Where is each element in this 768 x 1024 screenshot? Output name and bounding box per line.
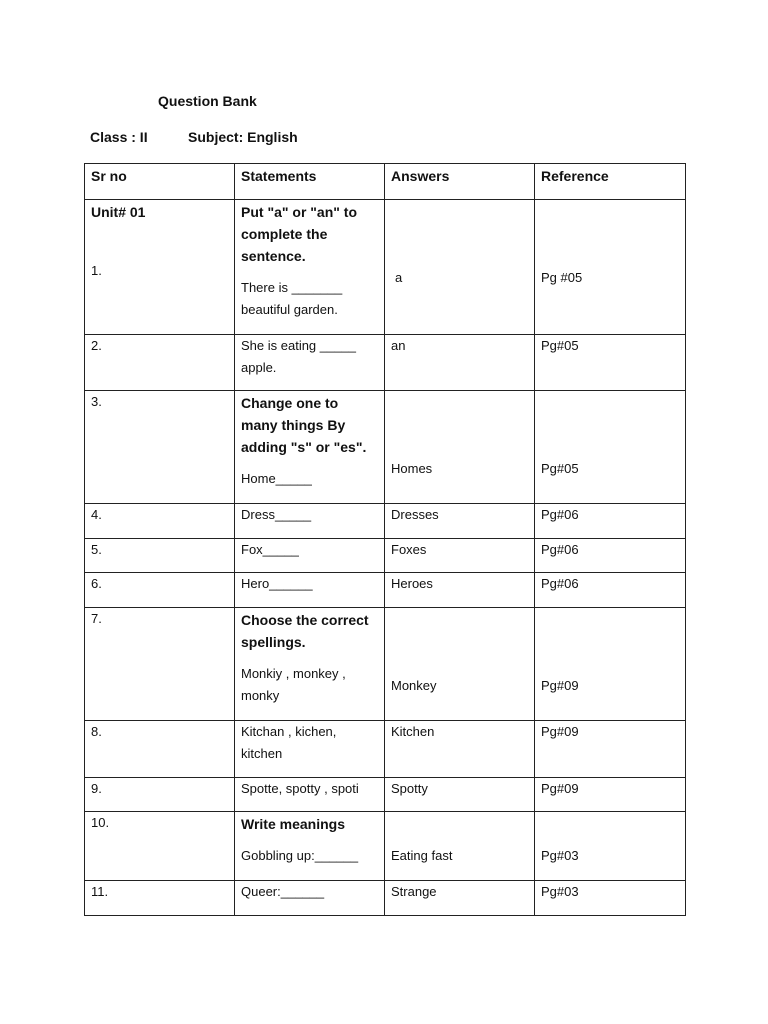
answer-text: Strange [385, 881, 535, 916]
table-row [85, 335, 686, 391]
table-row [85, 200, 686, 335]
table-row [85, 778, 686, 812]
statement-cell [235, 391, 385, 504]
statement-text: Home_____ [241, 471, 312, 486]
table-row [85, 391, 686, 504]
sr-number: 1. [91, 263, 102, 278]
reference-text: Pg#09 [535, 721, 686, 778]
answer-cell [385, 200, 535, 335]
statement-text: Kitchan , kichen, kitchen [235, 721, 385, 778]
answer-text: Heroes [385, 573, 535, 608]
answer-text: a [395, 270, 403, 285]
answer-text: Spotty [385, 778, 535, 812]
document-title: Question Bank [158, 93, 257, 109]
statement-cell [235, 200, 385, 335]
table-row [85, 504, 686, 539]
instruction-text: Write meanings [241, 816, 345, 832]
answer-cell [385, 812, 535, 881]
instruction-text: Change one to many things By adding "s" or "es". [241, 395, 367, 455]
table-row [85, 573, 686, 608]
statement-text: Monkiy , monkey , monky [241, 666, 346, 703]
table-row [85, 812, 686, 881]
reference-text: Pg#06 [535, 539, 686, 573]
reference-text: Pg#09 [541, 678, 579, 693]
table-row [85, 881, 686, 916]
sr-number: 10. [85, 812, 235, 881]
sr-number: 5. [85, 539, 235, 573]
answer-text: Monkey [391, 678, 437, 693]
header-reference: Reference [535, 164, 686, 200]
table-row [85, 539, 686, 573]
sr-number: 8. [85, 721, 235, 778]
statement-cell [235, 608, 385, 721]
question-bank-table [84, 163, 686, 916]
sr-number: 9. [85, 778, 235, 812]
answer-cell [385, 391, 535, 504]
statement-text: Fox_____ [235, 539, 385, 573]
reference-cell [535, 812, 686, 881]
reference-text: Pg #05 [541, 270, 583, 285]
reference-cell [535, 391, 686, 504]
reference-text: Pg#03 [535, 881, 686, 916]
sr-number: 4. [85, 504, 235, 539]
statement-text: Dress_____ [235, 504, 385, 539]
statement-text: Spotte, spotty , spoti [235, 778, 385, 812]
class-label: Class : II [90, 129, 148, 145]
table-row [85, 721, 686, 778]
answer-text: Eating fast [391, 848, 453, 863]
sr-number: 3. [85, 391, 235, 504]
statement-text: She is eating _____ apple. [235, 335, 385, 391]
statement-cell [235, 812, 385, 881]
statement-text: Gobbling up:______ [241, 848, 359, 863]
answer-text: Foxes [385, 539, 535, 573]
table-row [85, 608, 686, 721]
reference-text: Pg#06 [535, 504, 686, 539]
answer-text: Kitchen [385, 721, 535, 778]
reference-cell [535, 608, 686, 721]
header-answers: Answers [385, 164, 535, 200]
sr-cell [85, 200, 235, 335]
statement-text: There is _______ beautiful garden. [241, 280, 343, 317]
reference-text: Pg#05 [535, 335, 686, 391]
sr-number: 11. [85, 881, 235, 916]
answer-text: Homes [391, 461, 433, 476]
sr-number: 6. [85, 573, 235, 608]
subject-label: Subject: English [188, 129, 298, 145]
answer-text: Dresses [385, 504, 535, 539]
header-statements: Statements [235, 164, 385, 200]
instruction-text: Choose the correct spellings. [241, 612, 369, 650]
statement-text: Hero______ [235, 573, 385, 608]
reference-text: Pg#05 [541, 461, 579, 476]
answer-text: an [385, 335, 535, 391]
sr-number: 2. [85, 335, 235, 391]
statement-text: Queer:______ [235, 881, 385, 916]
reference-text: Pg#09 [535, 778, 686, 812]
reference-text: Pg#03 [541, 848, 579, 863]
sr-number: 7. [85, 608, 235, 721]
header-sr-no: Sr no [85, 164, 235, 200]
reference-cell [535, 200, 686, 335]
instruction-text: Put "a" or "an" to complete the sentence. [241, 204, 357, 264]
answer-cell [385, 608, 535, 721]
table-header-row [85, 164, 686, 200]
reference-text: Pg#06 [535, 573, 686, 608]
unit-label: Unit# 01 [91, 204, 146, 220]
